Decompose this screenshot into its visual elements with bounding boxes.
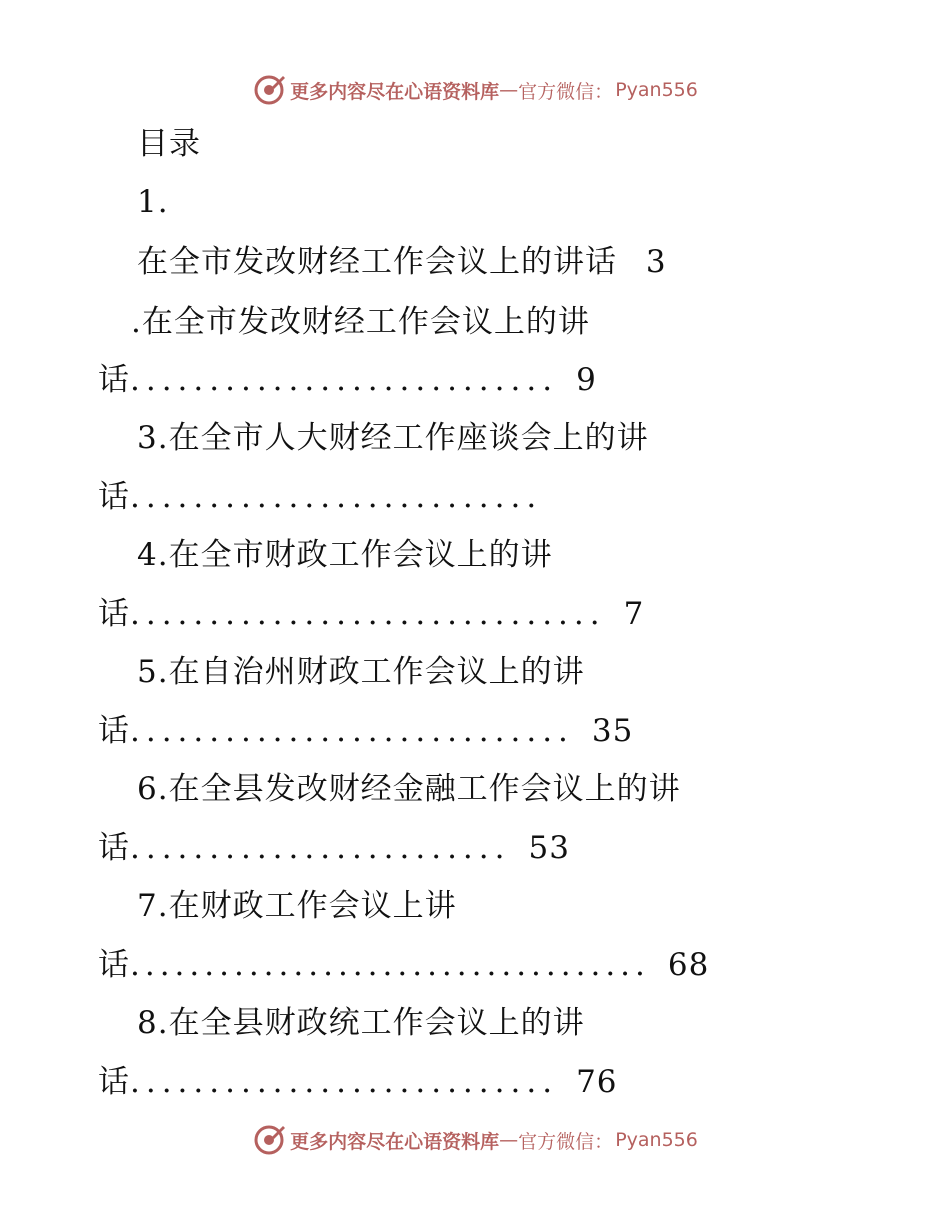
toc-entry-4-cont [98, 594, 644, 634]
toc-entry-title: 在全市发改财经工作会议上的讲话 [137, 244, 617, 280]
toc-entry-number: 3. [137, 420, 169, 456]
toc-entry-page: 3 [645, 244, 667, 280]
toc-entry-page: 76 [576, 1064, 618, 1100]
toc-entry-title: 在自治州财政工作会议上的讲 [168, 654, 585, 690]
toc-entry-title: 在全市人大财经工作座谈会上的讲 [168, 420, 649, 456]
toc-heading: 目录 [137, 126, 201, 162]
toc-entry-page: 35 [591, 713, 634, 749]
pen-logo-icon [252, 73, 286, 107]
toc-entry-7 [137, 886, 457, 926]
toc-entry-4 [137, 535, 553, 575]
toc-leader-dots: .............................. [130, 596, 606, 632]
toc-entry-1 [137, 242, 667, 282]
toc-entry-title: 在全县发改财经金融工作会议上的讲 [168, 771, 681, 807]
toc-entry-tail: 话 [98, 362, 130, 398]
toc-entry-number: 5. [137, 654, 169, 690]
watermark-wechat-id: Pyan556 [615, 79, 698, 101]
watermark-text: 更多内容尽在心语资料库 [290, 1130, 500, 1153]
watermark-wechat-label: 官方微信： [518, 80, 614, 103]
toc-entry-page: 9 [576, 362, 597, 398]
toc-entry-tail: 话 [98, 830, 130, 866]
toc-entry-page: 53 [528, 830, 570, 866]
toc-entry-page: 68 [667, 947, 710, 983]
watermark-wechat-label: 官方微信： [518, 1130, 614, 1153]
toc-entry-tail: 话 [98, 596, 130, 632]
toc-leader-dots: ................................... [130, 947, 650, 983]
toc-entry-1-number: 1. [137, 184, 169, 220]
toc-entry-number: 8. [137, 1005, 169, 1041]
toc-entry-tail: 话 [98, 947, 130, 983]
toc-entry-title: 在财政工作会议上讲 [168, 888, 457, 924]
toc-entry-number: 7. [137, 888, 169, 924]
watermark-dash: — [499, 1129, 519, 1151]
toc-entry-tail: 话 [98, 479, 130, 515]
toc-entry-8 [137, 1003, 585, 1043]
toc-entry-2 [131, 302, 590, 342]
toc-entry-3 [137, 418, 649, 458]
toc-entry-3-cont [98, 477, 542, 517]
toc-entry-6 [137, 769, 681, 809]
toc-leader-dots: ............................ [130, 713, 574, 749]
watermark-banner-bottom [0, 1120, 950, 1160]
toc-leader-dots: .......................... [130, 479, 543, 515]
toc-leader-dots: ........................ [130, 830, 511, 866]
watermark-dash: — [499, 79, 519, 101]
toc-entry-7-cont [98, 945, 709, 985]
toc-entry-tail: 话 [98, 713, 130, 749]
toc-entry-tail: 话 [98, 1064, 130, 1100]
toc-entry-5 [137, 652, 585, 692]
toc-entry-page: 7 [623, 596, 645, 632]
toc-entry-title: 在全市财政工作会议上的讲 [168, 537, 553, 573]
watermark-wechat-id: Pyan556 [615, 1129, 698, 1151]
toc-entry-number: 6. [137, 771, 169, 807]
toc-entry-5-cont [98, 711, 633, 751]
toc-entry-number: 4. [137, 537, 169, 573]
toc-entry-2-cont [98, 360, 597, 400]
toc-leader-dots: ........................... [130, 362, 559, 398]
toc-entry-title: 在全县财政统工作会议上的讲 [168, 1005, 585, 1041]
toc-entry-title: .在全市发改财经工作会议上的讲 [131, 304, 590, 340]
watermark-text: 更多内容尽在心语资料库 [290, 80, 500, 103]
toc-leader-dots: ........................... [130, 1064, 559, 1100]
pen-logo-icon [252, 1123, 286, 1157]
toc-entry-6-cont [98, 828, 570, 868]
watermark-banner-top [0, 70, 950, 110]
toc-entry-8-cont [98, 1062, 618, 1102]
